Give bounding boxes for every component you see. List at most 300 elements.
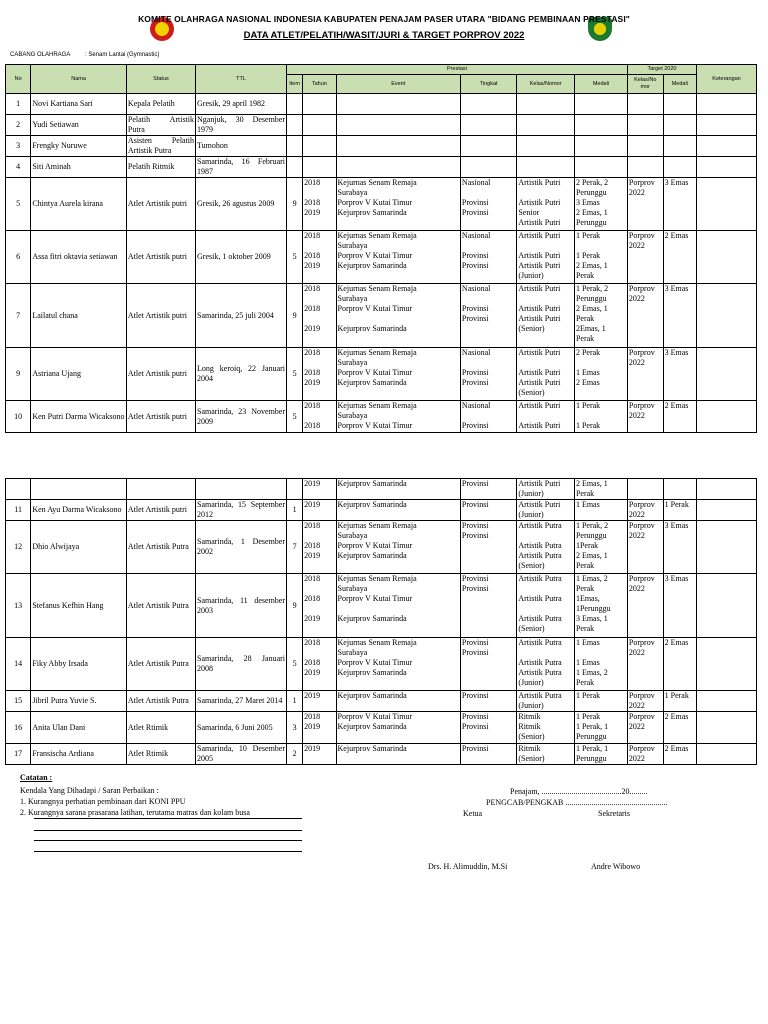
cell-tingkat-line: Nasional [461, 284, 491, 293]
cell-tahun [303, 574, 336, 638]
cell-no: 6 [6, 231, 31, 284]
cell-kelas-line [518, 584, 573, 594]
kendala-item-1: 1. Kurangnya perhatian pembinaan dari KONI PPU [20, 797, 186, 806]
blank-line [34, 830, 302, 831]
cell-medali-line: Perak [575, 271, 595, 280]
cell-nama: Assa fitri oktavia setiawan [31, 231, 127, 284]
col-ttl: TTL [196, 65, 287, 94]
cell-tingkat-line: Provinsi [461, 421, 489, 430]
cell-status: Atlet Artistik putri [126, 284, 195, 348]
cell-kelas-line [518, 188, 573, 198]
cell-tahun [303, 521, 336, 574]
cell-medali-line [576, 388, 626, 398]
cell-tahun [303, 479, 336, 500]
cell-ttl: Samarinda, 15 September 2012 [197, 500, 286, 519]
cell-kelas-line [518, 531, 573, 541]
cell-tahun [303, 94, 336, 115]
cell-tahun-line [304, 584, 334, 594]
cell-medali [574, 574, 627, 638]
cell-kelas-line: (Senior) [518, 732, 545, 741]
cell-keterangan [697, 94, 757, 115]
cell-medali-line: 1 Emas [575, 638, 600, 647]
place-date: Penajam, ........................................20......... [510, 787, 648, 796]
cell-keterangan [697, 691, 757, 712]
cell-keterangan [697, 744, 757, 765]
cell-kelas-line: (Senior) [518, 324, 545, 333]
table-row [6, 401, 757, 433]
cell-tahun-line: 2019 [304, 261, 321, 270]
cell-item: 3 [287, 712, 303, 744]
cell-event-line: Kejurprov Samarinda [337, 324, 407, 333]
cell-medali-line: 1 Perak [575, 231, 601, 240]
cell-kelas-line: Artistik Putri [518, 198, 561, 207]
table-row [6, 94, 757, 115]
blank-line [34, 818, 302, 819]
cell-kelas [517, 479, 575, 500]
cell-medali-line [576, 411, 626, 421]
cell-kelas-line: Artistik Putri [518, 251, 561, 260]
table-row [6, 691, 757, 712]
cell-event-line: Kejurprov Samarinda [337, 691, 407, 700]
cell-nama: Jibril Putra Yuvie S. [31, 691, 127, 712]
cell-ttl: Samarinda, 28 Januari 2008 [196, 638, 287, 691]
cell-kelas-line [518, 241, 573, 251]
cell-status: Asisten Pelatih Artistik Putra [127, 136, 195, 155]
cell-ttl [196, 479, 287, 500]
cell-item: 7 [287, 521, 303, 574]
cell-medali-line: Perak [575, 314, 595, 323]
cell-tahun-line: 2018 [304, 521, 321, 530]
cell-tingkat-line: Provinsi [461, 722, 489, 731]
cell-medali [574, 712, 627, 744]
cell-event [336, 348, 460, 401]
cell-tingkat-line: Provinsi [461, 198, 489, 207]
cell-medali-line: Perak [575, 561, 595, 570]
col-nama: Nama [31, 65, 127, 94]
cell-tingkat-line [462, 188, 515, 198]
cell-medali-line: 2 Emas, 1 [575, 208, 608, 217]
cell-medali [574, 744, 627, 765]
cell-medali-line: 1Perak [575, 541, 599, 550]
cell-kelas [517, 157, 575, 178]
cell-kelas-line: Ritmik [518, 712, 541, 721]
cell-event [336, 638, 460, 691]
cell-ttl: Long keroiq, 22 Januari 2004 [196, 348, 287, 401]
cell-event [336, 744, 460, 765]
ketua-label: Ketua [463, 809, 483, 818]
cell-ttl: Gresik, 26 agustus 2009 [196, 178, 287, 231]
cell-tingkat [460, 744, 516, 765]
cell-event-line: Kejurprov Samarinda [337, 208, 407, 217]
cell-medali [574, 521, 627, 574]
cell-event-line: Porprov V Kutai Timur [337, 541, 413, 550]
cell-target-kelas: Porprov 2022 [627, 231, 663, 284]
cell-keterangan [697, 284, 757, 348]
cell-target-medali [663, 94, 696, 115]
cell-kelas-line: Artistik Putri [518, 378, 561, 387]
cell-kelas-line: (Junior) [518, 701, 544, 710]
cell-medali-line: 1 Perak, 2 [575, 521, 609, 530]
cell-kelas-line: (Senior) [518, 754, 545, 763]
cell-tahun-line: 2018 [304, 658, 321, 667]
ketua-name: Drs. H. Alimuddin, M.Si [428, 862, 508, 871]
cell-medali-line: 1 Perak, 1 [575, 722, 609, 731]
cell-ttl: Tumohon [196, 136, 287, 157]
cell-tingkat-line: Provinsi [461, 521, 489, 530]
cell-ttl: Samarinda, 25 juli 2004 [196, 284, 287, 348]
cell-kelas-line: Artistik Putra [518, 658, 562, 667]
cell-tahun-line: 2019 [304, 614, 321, 623]
cell-kelas-line: Artistik Putri [518, 401, 561, 410]
cell-event-line: Kejurprov Samarinda [337, 261, 407, 270]
cell-target-kelas: Porprov 2022 [627, 500, 663, 521]
table-body-page2 [6, 479, 757, 765]
table-row [6, 638, 757, 691]
cell-status: Atlet Artistik putri [126, 178, 195, 231]
cell-no: 4 [6, 157, 31, 178]
cell-ttl: Samarinda, 23 November 2009 [196, 401, 287, 433]
cell-event-line: Kejurprov Samarinda [337, 722, 407, 731]
cell-keterangan [697, 638, 757, 691]
cell-tahun-line: 2018 [304, 198, 321, 207]
cell-tahun-line: 2018 [304, 574, 321, 583]
cell-medali-line: 1 Perak, 1 [575, 744, 609, 753]
cell-ttl: Samarinda, 6 Juni 2005 [196, 712, 287, 744]
cell-status: Atlet Artistik Putra [126, 521, 195, 574]
cell-target-kelas: Porprov 2022 [627, 574, 663, 638]
cell-medali-line: 1 Perak [575, 251, 601, 260]
cell-medali-line: 1 Perak [575, 691, 601, 700]
cell-target-kelas [627, 94, 663, 115]
table-row [6, 500, 757, 521]
cell-event [336, 691, 460, 712]
cell-tingkat-line: Provinsi [461, 368, 489, 377]
cell-tingkat [460, 521, 516, 574]
cell-event-line: Surabaya [337, 188, 368, 197]
table-row [6, 479, 757, 500]
cell-status: Atlet Rtimik [126, 744, 195, 765]
cell-tahun-line: 2019 [304, 500, 321, 509]
cell-kelas-line: (Senior) [518, 561, 545, 570]
cell-tahun-line: 2019 [304, 551, 321, 560]
cell-medali-line [576, 648, 626, 658]
cell-medali-line: 2 Perak, 2 [575, 178, 609, 187]
cell-event-line: Surabaya [337, 241, 368, 250]
cell-tahun-line: 2019 [304, 324, 321, 333]
cell-nama: Astriana Ujang [31, 348, 127, 401]
cell-medali-line: 1 Perak [575, 421, 601, 430]
table-row [6, 157, 757, 178]
col-status: Status [126, 65, 195, 94]
cell-event [336, 521, 460, 574]
cell-target-kelas [627, 115, 663, 136]
cell-ttl: Gresik, 29 april 1982 [196, 94, 287, 115]
sekretaris-label: Sekretaris [598, 809, 630, 818]
cell-item: 5 [287, 231, 303, 284]
cell-kelas-line: Artistik Putri [518, 500, 561, 509]
blank-line [34, 851, 302, 852]
cell-kelas [517, 638, 575, 691]
cell-kelas [517, 712, 575, 744]
cell-event-line: Kejurprov Samarinda [337, 479, 407, 488]
cell-event-line: Porprov V Kutai Timur [337, 251, 413, 260]
cell-kelas-line: Artistik Putri [518, 348, 561, 357]
cell-kelas-line: (Junior) [518, 489, 544, 498]
cell-kelas-line [518, 648, 573, 658]
cabang-olahraga [10, 52, 159, 58]
cell-tahun [303, 231, 336, 284]
col-prestasi: Prestasi [287, 65, 628, 75]
cell-kelas-line: Artistik Putri [518, 261, 561, 270]
cell-event [336, 136, 460, 157]
cell-tahun-line: 2019 [304, 722, 321, 731]
cell-ttl: Samarinda, 27 Maret 2014 [196, 691, 287, 712]
cell-medali-line: 3 Emas, 1 [575, 614, 608, 623]
cell-tingkat-line: Nasional [461, 178, 491, 187]
cell-tahun-line [304, 604, 334, 614]
cell-item: 5 [287, 348, 303, 401]
cell-event-line: Kejurprov Samarinda [337, 378, 407, 387]
cell-tahun-line: 2018 [304, 284, 321, 293]
cell-kelas-line: Artistik Putra [518, 668, 562, 677]
cell-medali [574, 284, 627, 348]
cell-keterangan [697, 500, 757, 521]
cell-tahun-line: 2019 [304, 691, 321, 700]
cell-tahun-line [304, 314, 334, 324]
cell-tingkat-line [462, 604, 515, 614]
cell-nama: Stefanus Kefhin Hang [31, 574, 127, 638]
cell-kelas [517, 521, 575, 574]
cell-kelas-line: Artistik Putri [518, 218, 561, 227]
cell-event-line: Kejurnas Senam Remaja [337, 521, 417, 530]
cell-tahun-line: 2018 [304, 401, 321, 410]
cell-kelas [517, 500, 575, 521]
cell-target-medali: 3 Emas [663, 574, 696, 638]
cell-no: 14 [6, 638, 31, 691]
cell-kelas-line: Artistik Putri [518, 304, 561, 313]
cell-tingkat-line: Provinsi [461, 648, 489, 657]
cell-medali [574, 401, 627, 433]
cell-keterangan [697, 136, 757, 157]
cell-ttl: Samarinda, 11 desember 2003 [196, 574, 287, 638]
cell-medali [574, 136, 627, 157]
cell-kelas [517, 574, 575, 638]
cell-keterangan [697, 348, 757, 401]
cell-medali-line: Perunggu [575, 294, 607, 303]
cell-target-kelas: Porprov 2022 [627, 521, 663, 574]
cell-medali-line [576, 241, 626, 251]
cell-tahun-line: 2019 [304, 378, 321, 387]
cell-event-line: Porprov V Kutai Timur [337, 198, 413, 207]
cell-nama: Yudi Setiawan [31, 115, 127, 136]
cell-event-line: Surabaya [337, 531, 368, 540]
cell-tahun-line [304, 294, 334, 304]
cell-tingkat-line: Provinsi [461, 251, 489, 260]
cell-target-medali: 3 Emas [663, 348, 696, 401]
cell-tingkat-line: Provinsi [461, 531, 489, 540]
cell-ttl: Gresik, 1 oktober 2009 [196, 231, 287, 284]
cell-nama: Fiky Abby Irsada [31, 638, 127, 691]
cell-kelas-line: (Senior) [518, 388, 545, 397]
cell-item [287, 115, 303, 136]
cell-tingkat-line [462, 594, 515, 604]
cell-item: 5 [287, 638, 303, 691]
cell-tingkat-line: Provinsi [461, 261, 489, 270]
cell-target-medali [663, 136, 696, 157]
cell-status: Atlet Artistik Putra [126, 574, 195, 638]
kendala-label: Kendala Yang Dihadapi / Saran Perbaikan : [20, 786, 159, 795]
cell-item [287, 136, 303, 157]
cell-no: 3 [6, 136, 31, 157]
cell-event-line: Kejurprov Samarinda [337, 551, 407, 560]
cell-keterangan [697, 479, 757, 500]
cell-tingkat [460, 638, 516, 691]
cell-tahun-line: 2019 [304, 668, 321, 677]
cell-tingkat [460, 574, 516, 638]
col-target-medali: Medali [663, 75, 696, 94]
cell-event-line: Surabaya [337, 358, 368, 367]
table-row [6, 178, 757, 231]
cell-event [336, 284, 460, 348]
cell-event-line: Surabaya [337, 584, 368, 593]
cell-status: Atlet Artistik putri [126, 348, 195, 401]
cell-tingkat-line: Provinsi [461, 500, 489, 509]
cell-medali-line: 1 Perak, 2 [575, 284, 609, 293]
cell-no: 13 [6, 574, 31, 638]
cell-item: 1 [287, 691, 303, 712]
cell-medali-line: Perunggu [575, 754, 607, 763]
cell-medali-line: 2 Perak [575, 348, 601, 357]
cell-medali [574, 94, 627, 115]
cell-no: 2 [6, 115, 31, 136]
cell-no: 9 [6, 348, 31, 401]
cell-kelas [517, 691, 575, 712]
cell-tingkat [460, 94, 516, 115]
cell-tahun [303, 638, 336, 691]
cell-medali-line: 1 Emas [575, 658, 600, 667]
cell-kelas-line: Artistik Putra [518, 691, 562, 700]
cell-target-kelas: Porprov 2022 [627, 401, 663, 433]
cell-medali-line: Perunggu [575, 188, 607, 197]
cell-kelas-line: Artistik Putra [518, 551, 562, 560]
cell-medali [574, 231, 627, 284]
cell-event-line: Surabaya [337, 411, 368, 420]
cell-tahun [303, 157, 336, 178]
cell-medali-line: 2Emas, 1 [575, 324, 606, 333]
cell-item: 9 [287, 284, 303, 348]
cell-tingkat [460, 178, 516, 231]
cell-no: 17 [6, 744, 31, 765]
cell-target-medali [663, 157, 696, 178]
cell-event [336, 712, 460, 744]
pengcab-label: PENGCAB/PENGKAB ................................................... [486, 798, 668, 807]
table-row [6, 231, 757, 284]
col-kelas: Kelas/Nomor [517, 75, 575, 94]
cell-medali-line: 1 Perak [575, 401, 601, 410]
cell-target-kelas: Porprov 2022 [627, 178, 663, 231]
cell-medali-line: 1 Emas [575, 500, 600, 509]
cell-event-line: Kejurnas Senam Remaja [337, 284, 417, 293]
cell-tahun-line: 2018 [304, 231, 321, 240]
cell-tahun [303, 284, 336, 348]
cell-tahun-line [304, 188, 334, 198]
cell-nama: Dhio Alwijaya [31, 521, 127, 574]
cell-tahun-line: 2018 [304, 304, 321, 313]
cell-nama: Lailatul chana [31, 284, 127, 348]
col-target: Target 2020 [627, 65, 696, 75]
cell-target-kelas [627, 136, 663, 157]
cell-tahun [303, 348, 336, 401]
cell-medali-line: Perak [575, 678, 595, 687]
col-keterangan: Keterangan [697, 65, 757, 94]
cell-event-line: Kejurnas Senam Remaja [337, 178, 417, 187]
cell-tingkat-line [462, 551, 515, 561]
cell-medali-line: Perak [575, 489, 595, 498]
cell-medali-line: 1 Emas, 2 [575, 668, 608, 677]
cell-item [287, 157, 303, 178]
cell-tahun [303, 691, 336, 712]
cell-target-kelas: Porprov 2022 [627, 284, 663, 348]
cell-medali-line: 1 Emas [575, 368, 600, 377]
cell-status: Atlet Artistik putri [126, 500, 195, 521]
cell-tahun-line [304, 358, 334, 368]
cell-tingkat-line: Provinsi [461, 574, 489, 583]
cell-kelas-line: Ritmik [518, 744, 541, 753]
cell-status [126, 479, 195, 500]
cell-tahun [303, 136, 336, 157]
document-subtitle: DATA ATLET/PELATIH/WASIT/JURI & TARGET PORPROV 2022 [243, 30, 525, 41]
cell-tahun-line: 2019 [304, 479, 321, 488]
cell-tingkat-line [462, 411, 515, 421]
cell-keterangan [697, 521, 757, 574]
cell-tingkat-line [462, 541, 515, 551]
cell-target-kelas [627, 479, 663, 500]
table-row [6, 136, 757, 157]
cell-medali-line: Perunggu [575, 531, 607, 540]
cell-ttl: Samarinda, 10 Desember 2005 [197, 744, 286, 763]
cell-keterangan [697, 115, 757, 136]
cell-kelas-line: Artistik Putra [518, 638, 562, 647]
col-tingkat: Tingkat [460, 75, 516, 94]
cell-medali-line: 1 Emas, 2 [575, 574, 608, 583]
cell-event [336, 574, 460, 638]
cell-kelas [517, 744, 575, 765]
cell-tingkat-line [462, 668, 515, 678]
cell-kelas-line: Artistik Putri [518, 421, 561, 430]
cell-tingkat-line: Provinsi [461, 378, 489, 387]
cell-nama: Anita Ulan Dani [31, 712, 127, 744]
cell-event-line: Porprov V Kutai Timur [337, 304, 413, 313]
cell-target-medali: 3 Emas [663, 284, 696, 348]
cell-status: Pelatih Artistik Putra [127, 115, 195, 134]
col-target-kelas: Kelas/No mor [627, 75, 663, 94]
cell-kelas-line: Ritmik [518, 722, 541, 731]
catatan-label: Catatan : [20, 773, 53, 782]
cell-item: 2 [287, 744, 303, 765]
cell-nama: Ken Ayu Darma Wicaksono [31, 500, 127, 521]
cell-status: Atlet Artistik putri [126, 231, 195, 284]
cell-target-kelas: Porprov 2022 [627, 638, 663, 691]
col-medali: Medali [574, 75, 627, 94]
cell-event-line [338, 604, 459, 614]
cell-kelas [517, 231, 575, 284]
cell-tahun [303, 744, 336, 765]
cell-tahun [303, 500, 336, 521]
cell-tahun [303, 115, 336, 136]
cell-medali [574, 115, 627, 136]
cell-keterangan [697, 231, 757, 284]
cell-nama [31, 479, 127, 500]
